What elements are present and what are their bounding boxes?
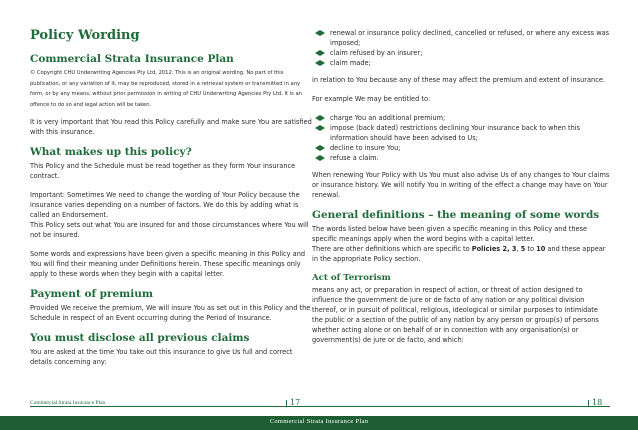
list-item [312, 143, 610, 153]
definitions-text: and these appear in the appropriate Policy section. [312, 245, 606, 263]
list-item [312, 48, 610, 58]
policy-number-ref: 5 [520, 245, 526, 253]
list-item [312, 113, 610, 123]
double-arrow-bullet-icon [315, 30, 325, 36]
footer-plan-label: Commercial Strata Insurance Plan [30, 400, 106, 406]
page-number-divider [588, 400, 589, 407]
definitions-text: There are other definitions which are specific to [312, 245, 472, 253]
double-arrow-bullet-icon [315, 155, 325, 161]
terrorism-paragraph: means any act, or preparation in respect of action, or threat of action designed to influence the government de jure or de facto of any nation or any political division thereof, or in pursuit of political, religious, ideological or similar purposes to intimidate the public or a section of the public of any nation by any person or group(s) of persons whether acting alone or on behalf of or in connection with any organisation(s) or government(s) de jure or de facto, and which: [312, 286, 599, 344]
page-title: Policy Wording [30, 28, 140, 43]
bullet-text: claim made; [330, 59, 371, 67]
page-number-right: 18 [592, 398, 603, 407]
heading-general-definitions: General definitions – the meaning of some words [312, 209, 600, 221]
example-paragraph: For example We may be entitled to: [312, 95, 431, 103]
definitions-paragraph-1: The words listed below have been given a specific meaning in this Policy and these specific meanings apply when the word begins with a capital letter. [312, 225, 588, 243]
bullet-text: renewal or insurance policy declined, cancelled or refused, or where any excess was imposed; [330, 29, 610, 47]
double-arrow-bullet-icon [315, 50, 325, 56]
heading-what-makes-up-policy: What makes up this policy? [30, 146, 192, 158]
double-arrow-bullet-icon [315, 60, 325, 66]
heading-act-of-terrorism: Act of Terrorism [312, 273, 391, 283]
plan-subtitle: Commercial Strata Insurance Plan [30, 53, 234, 65]
bullet-text: decline to insure You; [330, 144, 401, 152]
makeup-paragraph-2: Important: Sometimes We need to change the wording of Your Policy because the insurance varies depending on a number of factors. We do this by adding what is called an Endorsement. [30, 191, 300, 219]
bullet-text: charge You an additional premium; [330, 114, 446, 122]
list-item [312, 28, 610, 48]
policy-number-ref: 10 [536, 245, 546, 253]
makeup-paragraph-4: Some words and expressions have been given a specific meaning in this Policy and You will find their meaning under Definitions herein. These specific meanings only apply to these words when they begin with a capital letter. [30, 250, 306, 278]
copyright-notice: © Copyright CHU Underwriting Agencies Pty Ltd, 2012. This is an original wording. No part of this publication, or any variation of it, may be reproduced, stored in a retrieval system or transmitted in any form, or by any means, without prior permission in writing of CHU Underwriting Agencies Pty Ltd. It is an offence to do so and legal action will be taken. [30, 70, 302, 108]
bullet-text: refuse a claim. [330, 154, 379, 162]
disclosure-bullet-list [312, 28, 610, 68]
makeup-paragraph-3: This Policy sets out what You are insured for and those circumstances where You will not be insured. [30, 221, 309, 239]
entitlement-bullet-list [312, 113, 610, 163]
heading-disclose-claims: You must disclose all previous claims [30, 332, 250, 344]
list-item [312, 58, 610, 68]
double-arrow-bullet-icon [315, 125, 325, 131]
list-item [312, 153, 610, 163]
page-number-divider [286, 400, 287, 407]
disclose-paragraph: You are asked at the time You take out this insurance to give Us full and correct details concerning any: [30, 348, 293, 366]
list-item [312, 123, 610, 143]
definitions-text: , [516, 245, 521, 253]
footer-divider [30, 406, 610, 407]
relation-paragraph: in relation to You because any of these may affect the premium and extent of insurance. [312, 76, 605, 84]
bullet-text: claim refused by an insurer; [330, 49, 423, 57]
renewal-paragraph: When renewing Your Policy with Us You must also advise Us of any changes to Your claims or insurance history. We will notify You in writing of the effect a change may have on Your renewal. [312, 171, 610, 199]
left-page-column [30, 28, 314, 376]
payment-paragraph: Provided We receive the premium, We will insure You as set out in this Policy and the Schedule in respect of an Event occurring during the Period of Insurance. [30, 304, 311, 322]
definitions-paragraph-2 [312, 244, 610, 264]
footer-band-label: Commercial Strata Insurance Plan [269, 418, 369, 425]
double-arrow-bullet-icon [315, 115, 325, 121]
makeup-paragraph-1: This Policy and the Schedule must be read together as they form Your insurance contract. [30, 162, 296, 180]
heading-payment-of-premium: Payment of premium [30, 288, 154, 300]
right-page-column [312, 28, 610, 354]
bullet-text: impose (back dated) restrictions declining Your insurance back to when this information should have been advised to Us; [330, 124, 581, 142]
intro-paragraph: It is very important that You read this Policy carefully and make sure You are satisfied with this insurance. [30, 118, 312, 136]
page-number-left: 17 [290, 398, 301, 407]
double-arrow-bullet-icon [315, 145, 325, 151]
policy-number-ref: Policies 2, 3 [471, 245, 517, 253]
definitions-text: to [525, 245, 537, 253]
